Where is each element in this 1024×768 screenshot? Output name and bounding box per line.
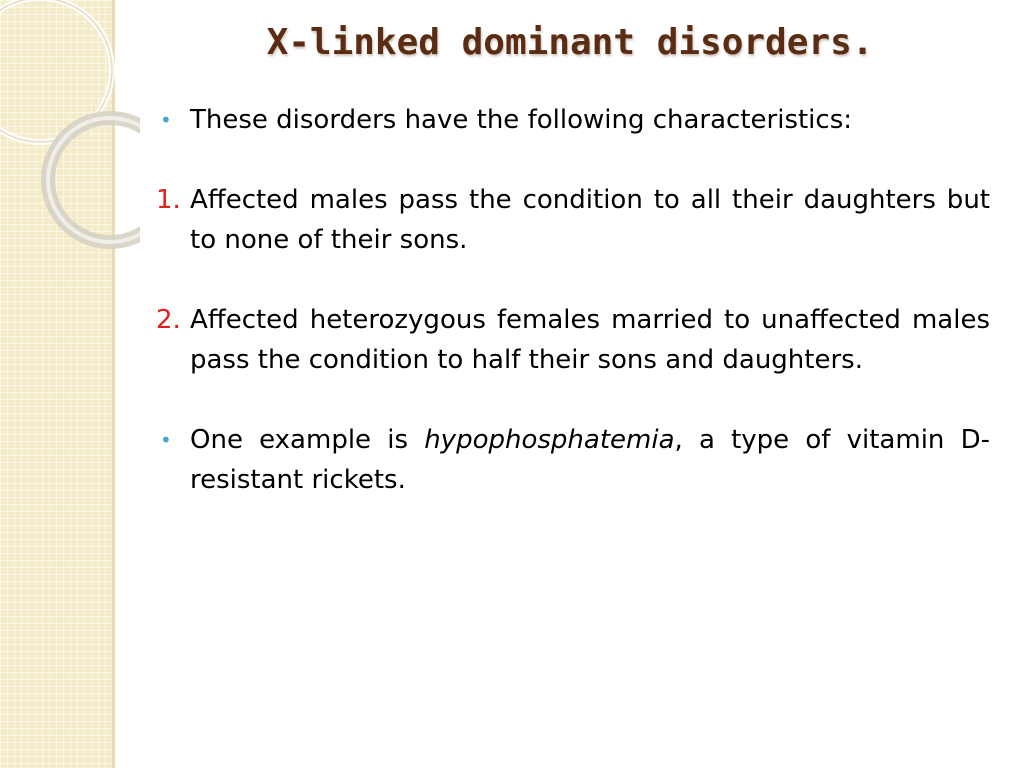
numbered-item-2 [156,300,990,380]
example-text-after: , a type of vitamin D-resistant rickets. [190,425,990,495]
bullet-item-example [156,420,990,500]
item-number: 1. [156,185,181,215]
side-panel-edge [112,0,115,768]
example-term: hypophosphatemia [424,425,675,455]
numbered-text: Affected males pass the condition to all their daughters but to none of their sons. [190,185,990,255]
bullet-icon: • [160,428,172,452]
numbered-text: Affected heterozygous females married to unaffected males pass the condition to half their sons and daughters. [190,305,990,375]
example-text-before: One example is [190,425,425,455]
slide-title: X-linked dominant disorders. [266,22,874,63]
bullet-icon: • [160,108,172,132]
bullet-item-intro [156,100,990,140]
item-number: 2. [156,305,181,335]
bullet-text: These disorders have the following characteristics: [190,105,853,135]
decorative-side-panel [0,0,112,768]
slide-content [156,100,990,500]
numbered-item-1 [156,180,990,260]
